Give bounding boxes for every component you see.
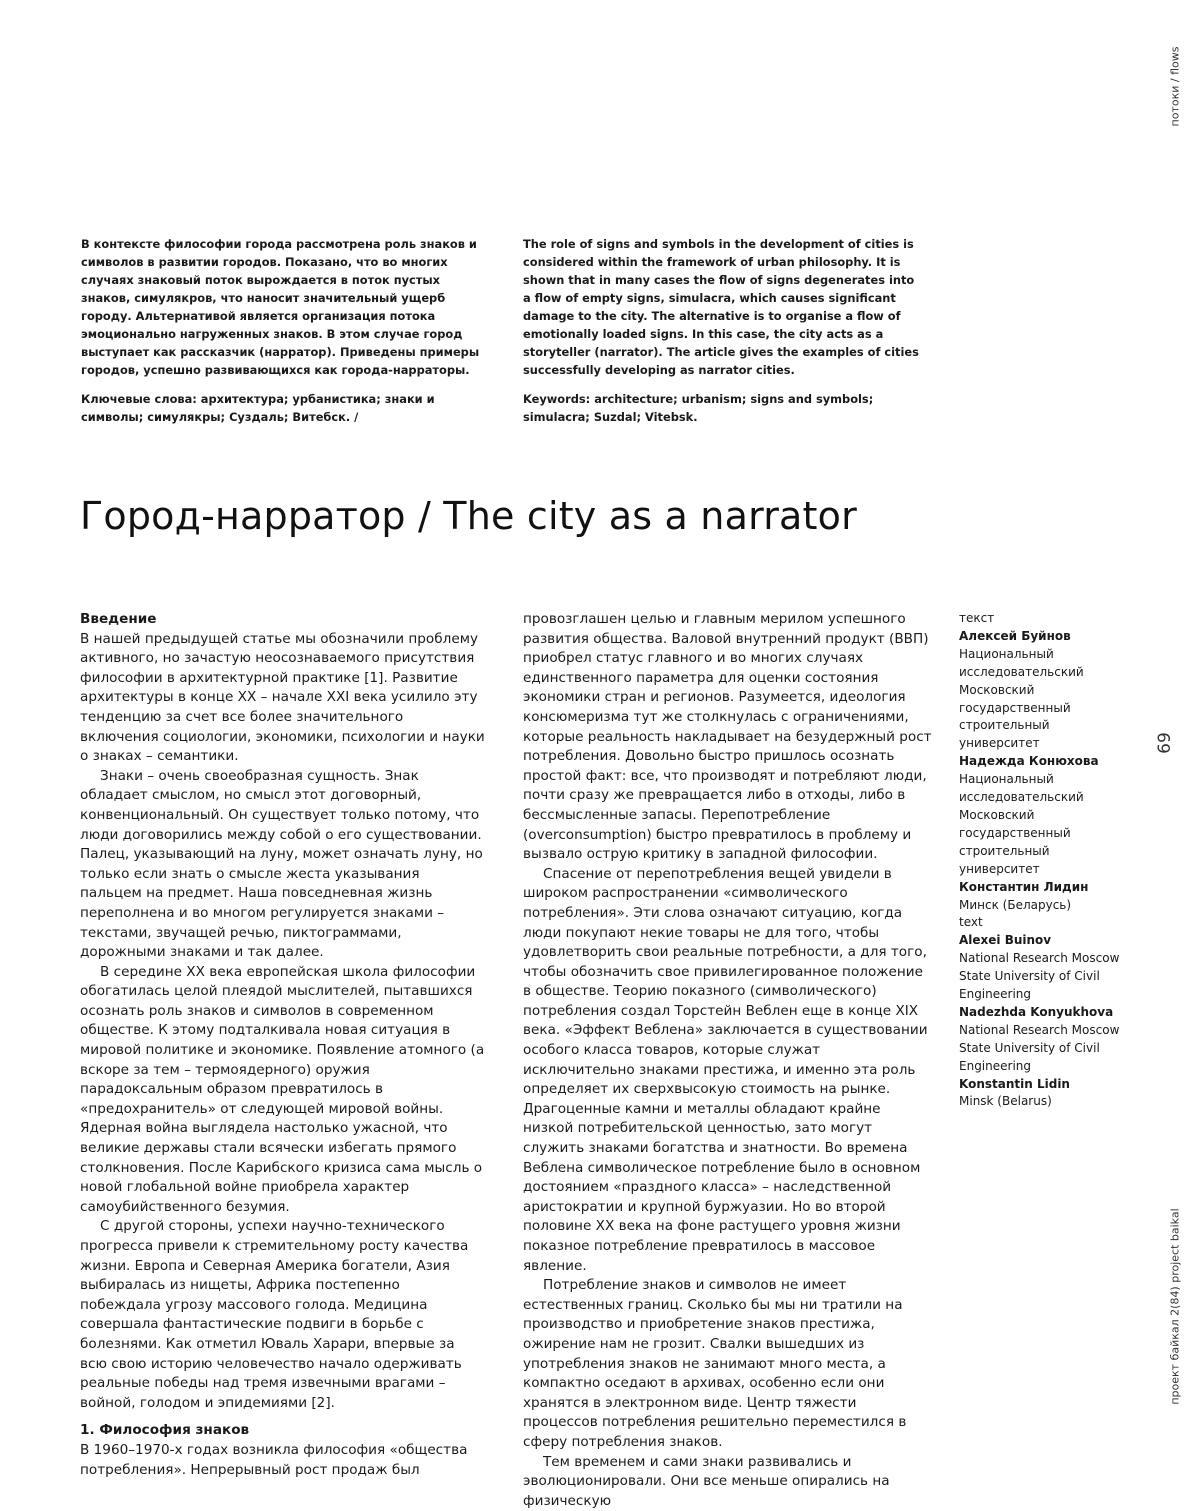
body-column-left [80, 610, 485, 1480]
author-affiliation: Национальный исследовательский Московский государственный строительный университет [959, 646, 1124, 753]
authors-sidebar [959, 610, 1124, 1111]
journal-issue-tag: проект байкал 2(84) project baikal [1169, 1177, 1182, 1437]
abstract-english [523, 235, 923, 437]
paragraph: Потребление знаков и символов не имеет естественных границ. Сколько бы мы ни тратили на производство и приобретение знаков престижа, ожирение нам не грозит. Свалки вышедших из употребления знаков не занимают много места, а компактно оседают в архивах, особенно если они хранятся в электронном виде. Центр тяжести процессов потребления решительно переместился в сферу потребления знаков. [523, 1276, 933, 1452]
author-name: Надежда Конюхова [959, 753, 1124, 771]
author-name: Nadezhda Konyukhova [959, 1004, 1124, 1022]
author-name: Алексей Буйнов [959, 628, 1124, 646]
authors-label-english: text [959, 914, 1124, 932]
paragraph: В середине XX века европейская школа философии обогатилась целой плеядой мыслителей, пытавшихся осознать роль знаков и символов в современном обществе. К этому подталкивала новая ситуация в мировой политике и экономике. Появление атомного (а вскоре за тем – термоядерного) оружия парадоксальным образом превратилось в «предохранитель» от следующей мировой войны. Ядерная война выглядела настолько ужасной, что великие державы стали всячески избегать прямого столкновения. После Карибского кризиса сама мысль о новой глобальной войне приобрела характер самоубийственного безумия. [80, 963, 485, 1218]
section-heading-philosophy-of-signs: 1. Философия знаков [80, 1421, 485, 1441]
author-name: Alexei Buinov [959, 932, 1124, 950]
page-number: 69 [1155, 703, 1175, 783]
paragraph: Тем временем и сами знаки развивались и эволюционировали. Они все меньше опирались на физическую [523, 1453, 933, 1511]
author-affiliation: Minsk (Belarus) [959, 1093, 1124, 1111]
article-title: Город-нарратор / The city as a narrator [80, 494, 857, 538]
keywords-english: Keywords: architecture; urbanism; signs and symbols; simulacra; Suzdal; Vitebsk. [523, 390, 923, 426]
author-affiliation: Минск (Беларусь) [959, 897, 1124, 915]
paragraph: В нашей предыдущей статье мы обозначили проблему активного, но зачастую неосознаваемого присутствия философии в архитектурной практике [1]. Развитие архитектуры в конце XX – начале XXI века усилило эту тенденцию за счет все более значительного включения социологии, экономики, психологии и науки о знаках – семантики. [80, 630, 485, 767]
body-column-middle [523, 610, 933, 1511]
section-heading-introduction: Введение [80, 610, 485, 630]
abstract-russian-text: В контексте философии города рассмотрена роль знаков и символов в развитии городов. Показано, что во многих случаях знаковый поток вырождается в поток пустых знаков, симулякров, что наносит значительный ущерб городу. Альтернативой является организация потока эмоционально нагруженных знаков. В этом случае город выступает как рассказчик (нарратор). Приведены примеры городов, успешно развивающихся как города-нарраторы. [81, 235, 481, 379]
author-affiliation: National Research Moscow State University of Civil Engineering [959, 950, 1124, 1004]
paragraph: В 1960–1970-х годах возникла философия «общества потребления». Непрерывный рост продаж был [80, 1441, 485, 1480]
abstract-english-text: The role of signs and symbols in the development of cities is considered within the framework of urban philosophy. It is shown that in many cases the flow of signs degenerates into a flow of empty signs, simulacra, which causes significant damage to the city. The alternative is to organise a flow of emotionally loaded signs. In this case, the city acts as a storyteller (narrator). The article gives the examples of cities successfully developing as narrator cities. [523, 235, 923, 379]
abstract-russian [81, 235, 481, 437]
author-affiliation: National Research Moscow State University of Civil Engineering [959, 1022, 1124, 1076]
author-name: Константин Лидин [959, 879, 1124, 897]
author-name: Konstantin Lidin [959, 1076, 1124, 1094]
section-tag: потоки / flows [1169, 17, 1182, 157]
authors-label-russian: текст [959, 610, 1124, 628]
paragraph: провозглашен целью и главным мерилом успешного развития общества. Валовой внутренний продукт (ВВП) приобрел статус главного и во многих случаях единственного параметра для оценки состояния экономики стран и регионов. Разумеется, идеология консюмеризма тут же столкнулась с ограничениями, которые реальность накладывает на безудержный рост потребления. Довольно быстро пришлось осознать простой факт: все, что производят и потребляют люди, почти сразу же превращается либо в отходы, либо в бессмысленные запасы. Перепотребление (overconsumption) быстро превратилось в проблему и вызвало острую критику в западной философии. [523, 610, 933, 865]
paragraph: Знаки – очень своеобразная сущность. Знак обладает смыслом, но смысл этот договорный, конвенциональный. Он существует только потому, что люди договорились между собой о его существовании. Палец, указывающий на луну, может означать луну, но только если знать о смысле жеста указывания пальцем на предмет. Наша повседневная жизнь переполнена и во многом регулируется знаками – текстами, звучащей речью, пиктограммами, дорожными знаками и так далее. [80, 767, 485, 963]
paragraph: С другой стороны, успехи научно-технического прогресса привели к стремительному росту качества жизни. Европа и Северная Америка богатели, Азия выбиралась из нищеты, Африка постепенно побеждала угрозу массового голода. Медицина совершала фантастические подвиги в борьбе с болезнями. Как отметил Юваль Харари, впервые за всю свою историю человечество начало одерживать реальные победы над тремя извечными врагами – войной, голодом и эпидемиями [2]. [80, 1217, 485, 1413]
author-affiliation: Национальный исследовательский Московский государственный строительный университет [959, 771, 1124, 878]
keywords-russian: Ключевые слова: архитектура; урбанистика; знаки и символы; симулякры; Суздаль; Витебск. / [81, 390, 481, 426]
paragraph: Спасение от перепотребления вещей увидели в широком распространении «символического потребления». Эти слова означают ситуацию, когда люди покупают некие товары не для того, чтобы удовлетворить свои реальные потребности, а для того, чтобы обозначить свое привилегированное положение в обществе. Теорию показного (символического) потребления создал Торстейн Веблен еще в конце XIX века. «Эффект Веблена» заключается в существовании особого класса товаров, которые служат исключительно знаками престижа, и именно эта роль определяет их сверхвысокую стоимость на рынке. Драгоценные камни и металлы обладают крайне низкой потребительской ценностью, зато могут служить знаками богатства и знатности. Во времена Веблена символическое потребление было в основном достоянием «праздного класса» – наследственной аристократии и крупной буржуазии. Но во второй половине XX века на фоне растущего уровня жизни показное потребление превратилось в массовое явление. [523, 865, 933, 1276]
